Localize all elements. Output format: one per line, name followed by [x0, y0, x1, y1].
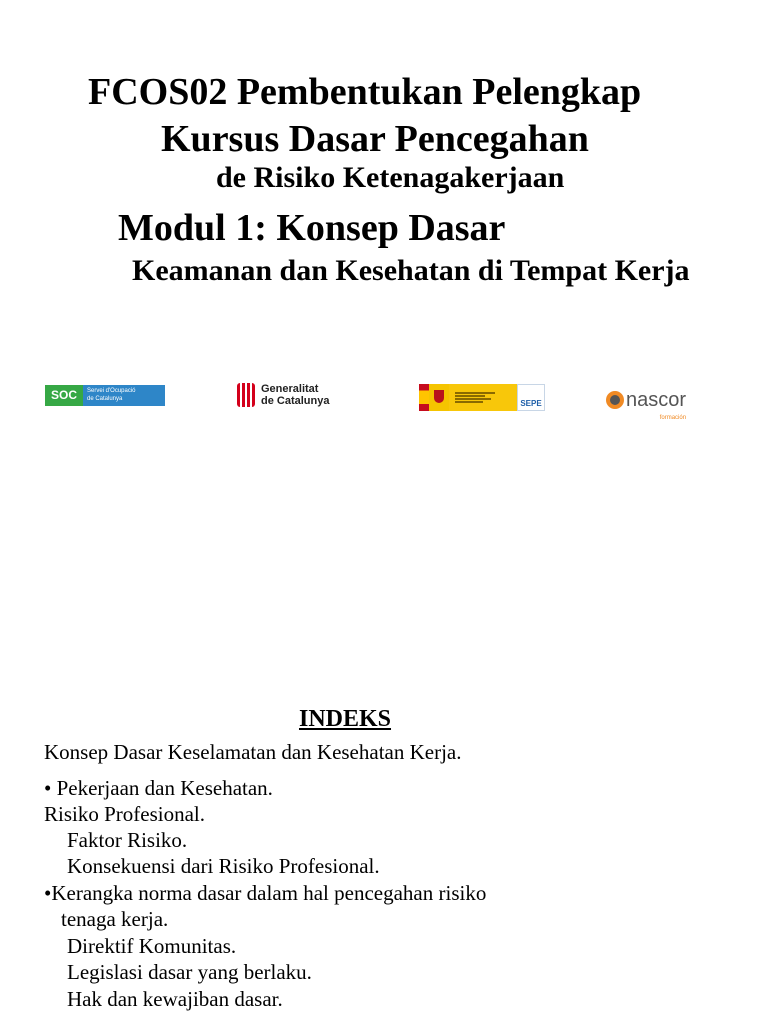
- coat-of-arms-icon: [429, 384, 449, 411]
- index-item: Konsekuensi dari Risiko Profesional.: [67, 854, 380, 878]
- module-subtitle: Keamanan dan Kesehatan di Tempat Kerja: [132, 254, 690, 287]
- module-title: Modul 1: Konsep Dasar: [118, 207, 506, 249]
- soc-logo: [45, 385, 165, 406]
- index-item: Faktor Risiko.: [67, 828, 188, 852]
- index-heading: INDEKS: [298, 706, 392, 732]
- generalitat-text: Generalitat de Catalunya: [261, 383, 330, 407]
- nascor-text: [626, 389, 687, 421]
- gobierno-sepe-logo: [419, 384, 545, 411]
- nascor-ring-icon: [606, 391, 624, 409]
- index-item: tenaga kerja.: [61, 907, 169, 931]
- nascor-subtext: formación: [659, 415, 687, 421]
- soc-badge: SOC: [45, 385, 83, 406]
- title-line-1: FCOS02 Pembentukan Pelengkap: [88, 71, 642, 113]
- index-item: Legislasi dasar yang berlaku.: [67, 960, 312, 984]
- spain-flag-icon: [419, 384, 429, 411]
- index-item: Risiko Profesional.: [44, 802, 205, 826]
- index-item: Direktif Komunitas.: [67, 934, 237, 958]
- index-item: Konsep Dasar Keselamatan dan Kesehatan Kerja.: [44, 740, 462, 764]
- soc-text: Servei d'Ocupació de Catalunya: [83, 385, 165, 406]
- nascor-logo: [606, 387, 687, 421]
- generalitat-emblem-icon: [237, 383, 255, 407]
- ministry-band: [449, 384, 517, 411]
- sepe-label: SEPE: [517, 384, 545, 411]
- nascor-wordmark: nascor: [626, 389, 687, 411]
- title-line-3: de Risiko Ketenagakerjaan: [216, 161, 565, 194]
- index-item: Hak dan kewajiban dasar.: [67, 987, 283, 1011]
- index-item: • Pekerjaan dan Kesehatan.: [44, 776, 273, 800]
- title-line-2: Kursus Dasar Pencegahan: [161, 118, 589, 160]
- generalitat-logo: [237, 382, 329, 408]
- index-item: •Kerangka norma dasar dalam hal pencegahan risiko: [44, 881, 487, 905]
